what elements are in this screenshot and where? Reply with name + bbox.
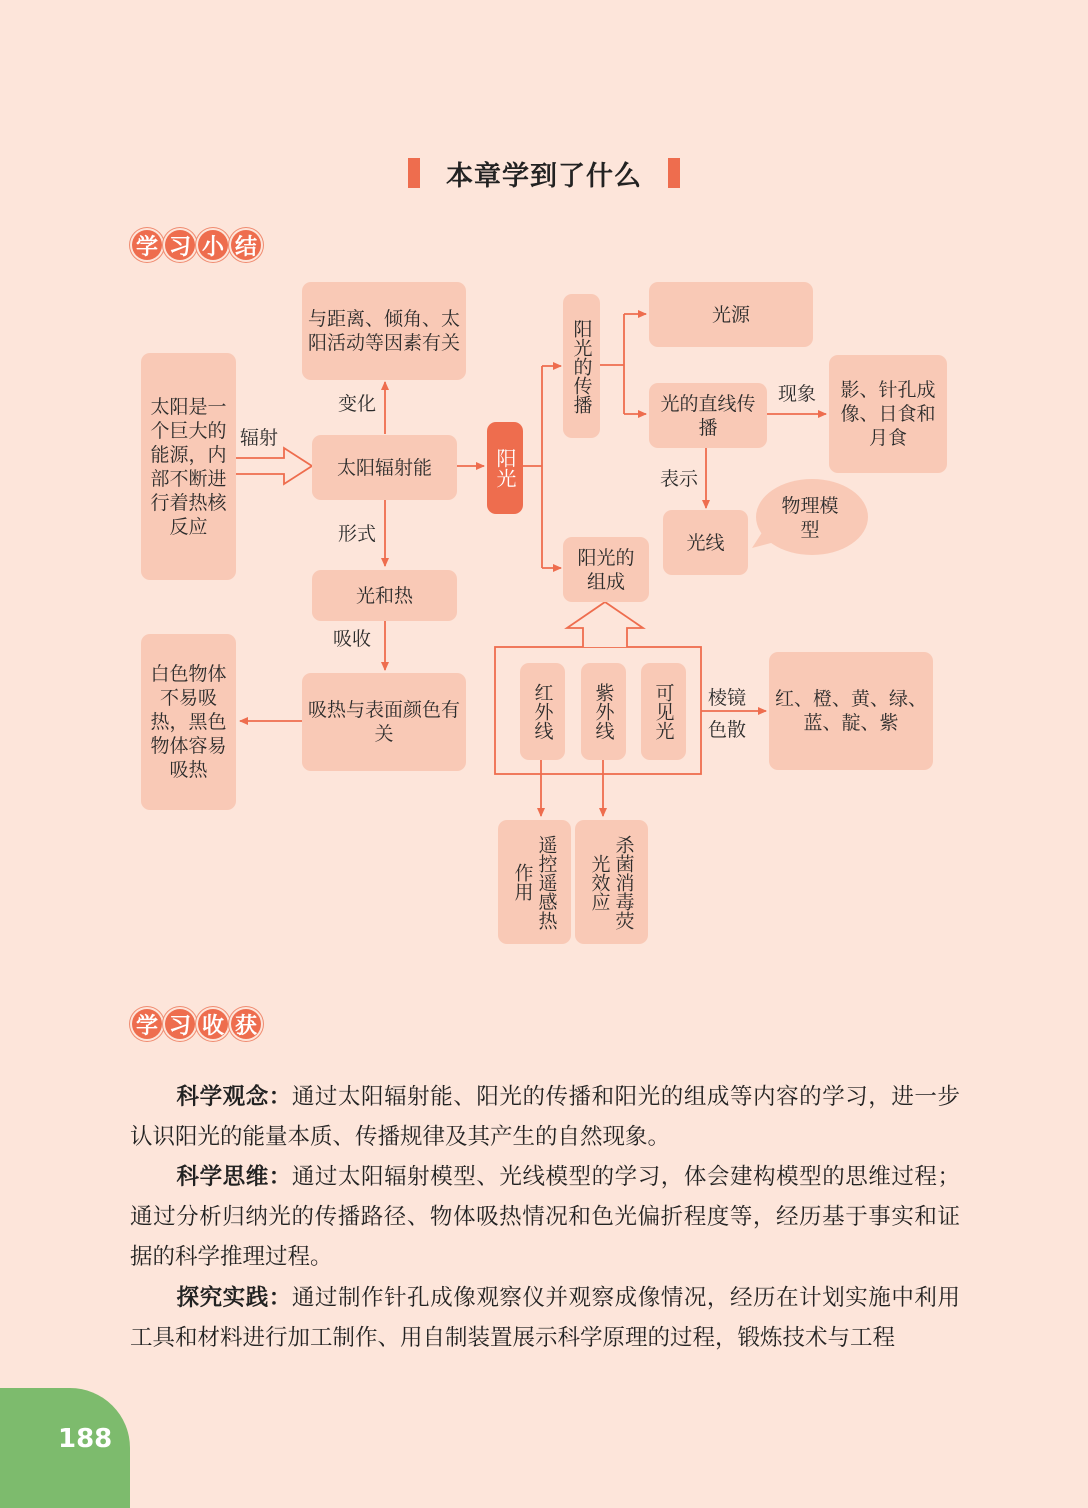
visible-light-box: 可见光 bbox=[641, 663, 686, 760]
sun-box: 太阳是一个巨大的能源，内部不断进行着热核反应 bbox=[141, 353, 236, 580]
sunlight-box: 阳光 bbox=[487, 422, 523, 514]
infrared-use-box: 遥控遥感热作用 bbox=[498, 820, 571, 944]
paragraph-scientific-thinking bbox=[130, 1157, 960, 1277]
propagation-box: 阳光的传播 bbox=[563, 294, 600, 438]
chapter-title: 本章学到了什么 bbox=[446, 161, 642, 192]
section-char: 结 bbox=[231, 230, 261, 260]
paragraph-scientific-concept bbox=[130, 1077, 960, 1157]
white-black-box: 白色物体不易吸热，黑色物体容易吸热 bbox=[141, 634, 236, 810]
absorb-color-box: 吸热与表面颜色有关 bbox=[302, 673, 466, 771]
radiate-label: 辐射 bbox=[240, 427, 279, 449]
section-char: 学 bbox=[132, 230, 162, 260]
form-label: 形式 bbox=[338, 523, 377, 545]
paragraph-text: 通过制作针孔成像观察仪并观察成像情况，经历在计划实施中利用工具和材料进行加工制作、用自制装置展示科学原理的过程，锻炼技术与工程 bbox=[130, 1285, 960, 1351]
light-heat-box: 光和热 bbox=[312, 570, 457, 621]
light-source-box: 光源 bbox=[649, 282, 813, 347]
term: 科学观念： bbox=[176, 1084, 292, 1110]
uv-use-box: 杀菌消毒荧光效应 bbox=[575, 820, 648, 944]
light-ray-box: 光线 bbox=[663, 510, 748, 575]
section-char: 获 bbox=[231, 1009, 261, 1039]
composition-box: 阳光的组成 bbox=[563, 537, 649, 602]
phenomenon-label: 现象 bbox=[778, 383, 817, 405]
term: 探究实践： bbox=[176, 1285, 292, 1311]
section-char: 学 bbox=[132, 1009, 162, 1039]
section-char: 小 bbox=[198, 230, 228, 260]
represent-label: 表示 bbox=[660, 468, 699, 490]
paragraph-text: 通过太阳辐射能、阳光的传播和阳光的组成等内容的学习，进一步认识阳光的能量本质、传播规律及其产生的自然现象。 bbox=[130, 1084, 960, 1150]
shadow-box: 影、针孔成像、日食和月食 bbox=[829, 355, 947, 473]
paragraph-inquiry-practice bbox=[130, 1278, 960, 1358]
section-char: 收 bbox=[198, 1009, 228, 1039]
infrared-box: 红外线 bbox=[520, 663, 565, 760]
section-char: 习 bbox=[165, 230, 195, 260]
straight-line-box: 光的直线传播 bbox=[649, 383, 767, 448]
absorb-label: 吸收 bbox=[333, 628, 372, 650]
colors-box: 红、橙、黄、绿、蓝、靛、紫 bbox=[769, 652, 933, 770]
paragraph-text: 通过太阳辐射模型、光线模型的学习，体会建构模型的思维过程；通过分析归纳光的传播路径、物体吸热情况和色光偏折程度等，经历基于事实和证据的科学推理过程。 bbox=[130, 1164, 960, 1270]
ultraviolet-box: 紫外线 bbox=[581, 663, 626, 760]
prism-label: 棱镜色散 bbox=[708, 687, 747, 741]
section-gains-heading bbox=[132, 1009, 264, 1039]
section-char: 习 bbox=[165, 1009, 195, 1039]
change-label: 变化 bbox=[338, 393, 377, 415]
physical-model-label: 物理模型 bbox=[781, 495, 839, 541]
page-number: 188 bbox=[58, 1424, 113, 1454]
term: 科学思维： bbox=[176, 1164, 292, 1190]
factors-box: 与距离、倾角、太阳活动等因素有关 bbox=[302, 282, 466, 380]
solar-energy-box: 太阳辐射能 bbox=[312, 435, 457, 500]
